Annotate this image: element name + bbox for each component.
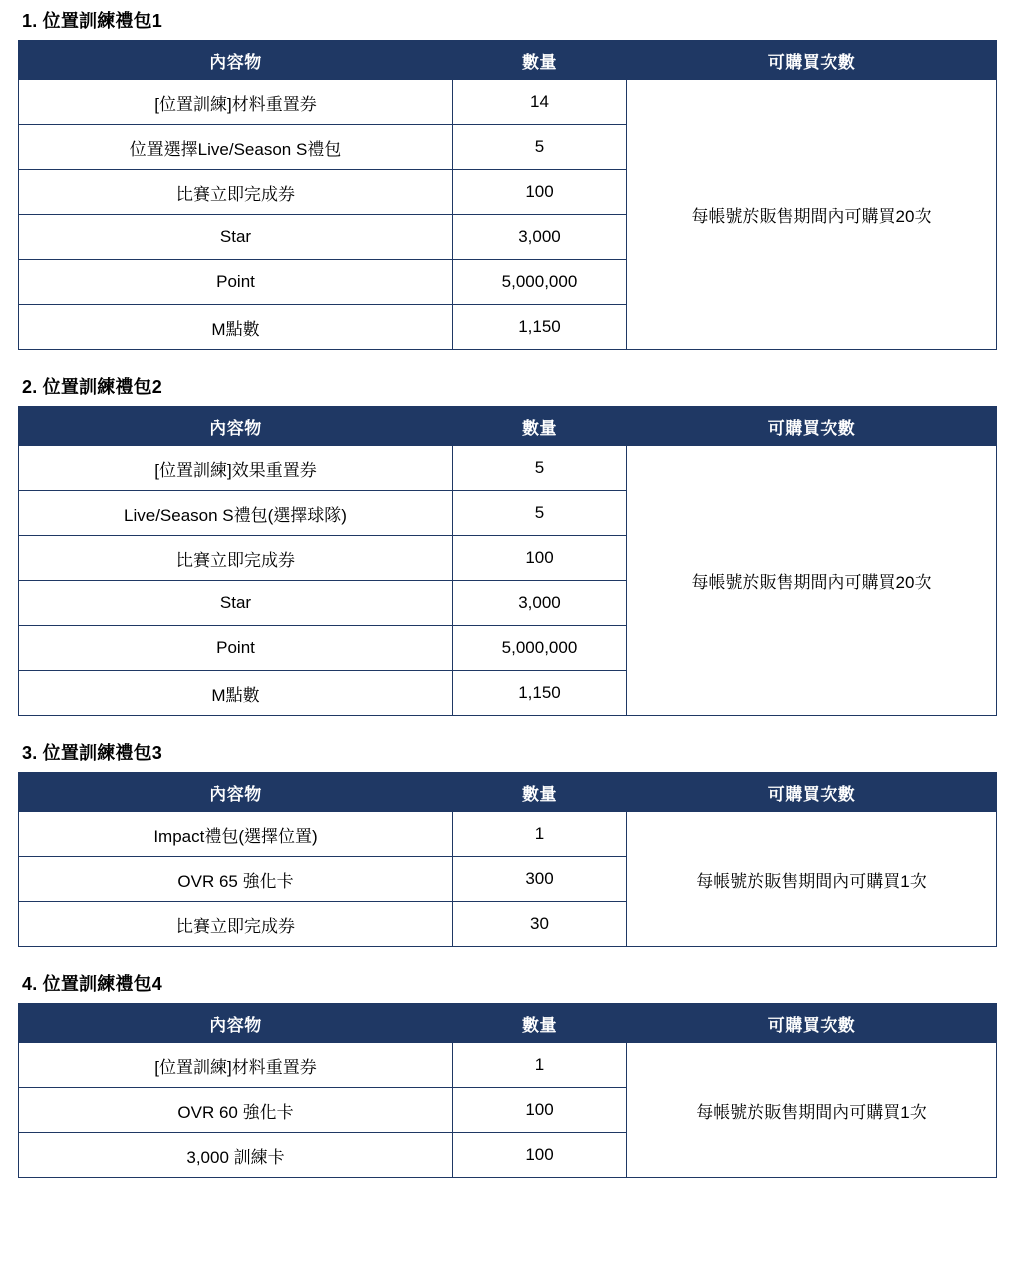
column-header-item: 內容物 — [19, 1004, 453, 1043]
item-quantity: 5,000,000 — [453, 626, 627, 671]
pack-section-3 — [18, 742, 997, 947]
item-name: OVR 60 強化卡 — [19, 1088, 453, 1133]
column-header-item: 內容物 — [19, 407, 453, 446]
item-quantity: 5 — [453, 491, 627, 536]
purchase-limit: 每帳號於販售期間內可購買1次 — [627, 812, 997, 947]
item-quantity: 100 — [453, 536, 627, 581]
item-quantity: 14 — [453, 80, 627, 125]
item-name: 比賽立即完成券 — [19, 902, 453, 947]
section-title: 1. 位置訓練禮包1 — [22, 11, 163, 31]
item-quantity: 100 — [453, 170, 627, 215]
table-row — [19, 1043, 997, 1088]
pack-table — [18, 772, 997, 947]
table-row — [19, 812, 997, 857]
column-header-quantity: 數量 — [453, 407, 627, 446]
section-title: 2. 位置訓練禮包2 — [22, 377, 163, 397]
item-quantity: 3,000 — [453, 581, 627, 626]
item-quantity: 1,150 — [453, 305, 627, 350]
item-name: 3,000 訓練卡 — [19, 1133, 453, 1178]
item-quantity: 3,000 — [453, 215, 627, 260]
item-name: 比賽立即完成券 — [19, 536, 453, 581]
table-row — [19, 446, 997, 491]
item-name: Star — [19, 581, 453, 626]
item-name: [位置訓練]材料重置券 — [19, 80, 453, 125]
item-name: [位置訓練]效果重置券 — [19, 446, 453, 491]
column-header-purchase-limit: 可購買次數 — [627, 41, 997, 80]
item-name: M點數 — [19, 671, 453, 716]
item-quantity: 5 — [453, 125, 627, 170]
purchase-limit: 每帳號於販售期間內可購買20次 — [627, 80, 997, 350]
pack-table — [18, 40, 997, 350]
table-header-row — [19, 407, 997, 446]
item-name: M點數 — [19, 305, 453, 350]
column-header-quantity: 數量 — [453, 773, 627, 812]
item-name: 位置選擇Live/Season S禮包 — [19, 125, 453, 170]
table-header-row — [19, 773, 997, 812]
item-quantity: 100 — [453, 1088, 627, 1133]
pack-section-4 — [18, 973, 997, 1178]
pack-table — [18, 1003, 997, 1178]
item-quantity: 100 — [453, 1133, 627, 1178]
item-name: OVR 65 強化卡 — [19, 857, 453, 902]
column-header-item: 內容物 — [19, 773, 453, 812]
table-header-row — [19, 1004, 997, 1043]
table-row — [19, 80, 997, 125]
purchase-limit: 每帳號於販售期間內可購買1次 — [627, 1043, 997, 1178]
column-header-quantity: 數量 — [453, 41, 627, 80]
item-name: Star — [19, 215, 453, 260]
column-header-purchase-limit: 可購買次數 — [627, 773, 997, 812]
item-name: 比賽立即完成券 — [19, 170, 453, 215]
table-header-row — [19, 41, 997, 80]
item-name: Impact禮包(選擇位置) — [19, 812, 453, 857]
pack-section-2 — [18, 376, 997, 716]
section-title: 4. 位置訓練禮包4 — [22, 974, 163, 994]
column-header-purchase-limit: 可購買次數 — [627, 1004, 997, 1043]
item-quantity: 1 — [453, 812, 627, 857]
item-name: [位置訓練]材料重置券 — [19, 1043, 453, 1088]
pack-table — [18, 406, 997, 716]
item-name: Point — [19, 260, 453, 305]
item-name: Live/Season S禮包(選擇球隊) — [19, 491, 453, 536]
item-quantity: 1,150 — [453, 671, 627, 716]
item-quantity: 30 — [453, 902, 627, 947]
section-title: 3. 位置訓練禮包3 — [22, 743, 163, 763]
pack-section-1 — [18, 10, 997, 350]
purchase-limit: 每帳號於販售期間內可購買20次 — [627, 446, 997, 716]
item-quantity: 5 — [453, 446, 627, 491]
item-quantity: 300 — [453, 857, 627, 902]
column-header-purchase-limit: 可購買次數 — [627, 407, 997, 446]
column-header-item: 內容物 — [19, 41, 453, 80]
item-quantity: 1 — [453, 1043, 627, 1088]
item-quantity: 5,000,000 — [453, 260, 627, 305]
item-name: Point — [19, 626, 453, 671]
column-header-quantity: 數量 — [453, 1004, 627, 1043]
